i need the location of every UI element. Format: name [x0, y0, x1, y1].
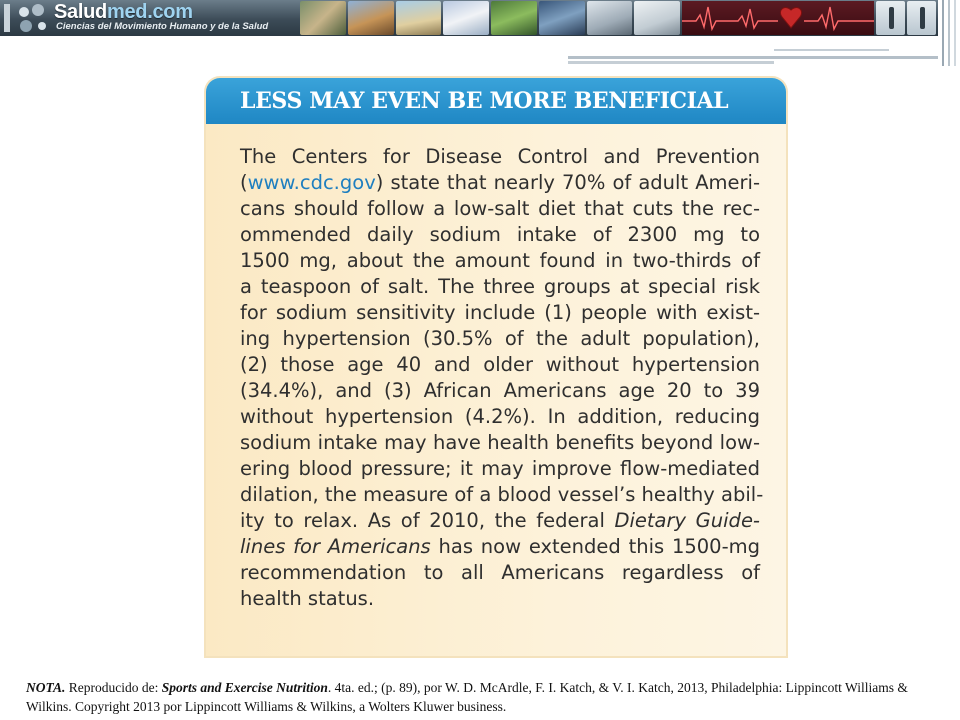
article-line: 1500 mg, about the amount found in two-thirds of: [240, 249, 760, 272]
heart-icon: [780, 8, 801, 28]
photo-strip: [300, 1, 680, 35]
divider-line: [568, 56, 938, 59]
runner-photos: [876, 1, 936, 35]
article-line: recommendation to all Americans regardless of: [240, 561, 760, 584]
edge-line: [954, 0, 956, 66]
photo-runner-1: [876, 1, 905, 35]
photo-stretch: [539, 1, 585, 35]
photo-cyclist: [587, 1, 633, 35]
article-line: The Centers for Disease Control and Prevention: [240, 145, 760, 168]
photo-mountain: [348, 1, 394, 35]
article-line: sodium intake may have health benefits beyond low-: [240, 431, 760, 454]
citation-book-title: Sports and Exercise Nutrition: [161, 680, 328, 695]
ecg-line-icon: [682, 1, 874, 35]
article-line: (www.cdc.gov) state that nearly 70% of adult Ameri-: [240, 171, 760, 194]
edge-line: [942, 0, 944, 66]
guidelines-italic: lines for Americans: [240, 535, 431, 558]
edge-decoration: [938, 0, 960, 68]
site-banner: [0, 0, 938, 36]
cdc-link[interactable]: www.cdc.gov: [247, 171, 376, 194]
article-panel: [206, 78, 786, 656]
article-line: ing hypertension (30.5% of the adult population),: [240, 327, 760, 350]
article-line: for sodium sensitivity include (1) people with exist-: [240, 301, 760, 324]
photo-runner-2: [907, 1, 936, 35]
article-line: cans should follow a low-salt diet that cuts the rec-: [240, 197, 760, 220]
article-line: a teaspoon of salt. The three groups at special risk: [240, 275, 760, 298]
article-line: lines for Americans has now extended this 1500-mg: [240, 535, 760, 558]
article-line: health status.: [240, 587, 375, 610]
photo-field: [491, 1, 537, 35]
article-line: ity to relax. As of 2010, the federal Dietary Guide-: [240, 509, 760, 532]
divider-line: [568, 61, 774, 64]
article-line: dilation, the measure of a blood vessel’s healthy abil-: [240, 483, 764, 506]
brand-tagline: Ciencias del Movimiento Humano y de la Salud: [56, 21, 269, 32]
citation-note: NOTA. Reproducido de: Sports and Exercise Nutrition. 4ta. ed.; (p. 89), por W. D. McArdle, F. I. Katch, & V. I. Katch, 2013, Philadelphia: Lippincott Williams & Wilkins. Copyright 2013 por Lippincott Williams & Wilkins, a Wolters Kluwer business.: [26, 680, 908, 714]
photo-beach: [396, 1, 442, 35]
article-line: ommended daily sodium intake of 2300 mg to: [240, 223, 760, 246]
photo-runners: [300, 1, 346, 35]
logo-icon: [4, 2, 50, 34]
article-line: (34.4%), and (3) African Americans age 20 to 39: [240, 379, 760, 402]
brand-name: Saludmed.com: [54, 1, 193, 23]
photo-gymnast: [443, 1, 489, 35]
article-line: (2) those age 40 and older without hypertension: [240, 353, 760, 376]
edge-line: [948, 0, 950, 66]
article-line: without hypertension (4.2%). In addition, reducing: [240, 405, 760, 428]
article-header: [206, 78, 786, 124]
divider-line: [774, 49, 889, 51]
citation-lead: NOTA.: [26, 680, 66, 695]
ecg-heart-panel: [682, 1, 874, 35]
article-body: [240, 144, 764, 612]
article-line: ering blood pressure; it may improve flow-mediated: [240, 457, 760, 480]
article-title: LESS MAY EVEN BE MORE BENEFICIAL: [240, 88, 729, 114]
guidelines-italic: Dietary Guide-: [614, 509, 760, 532]
photo-walkers: [634, 1, 680, 35]
